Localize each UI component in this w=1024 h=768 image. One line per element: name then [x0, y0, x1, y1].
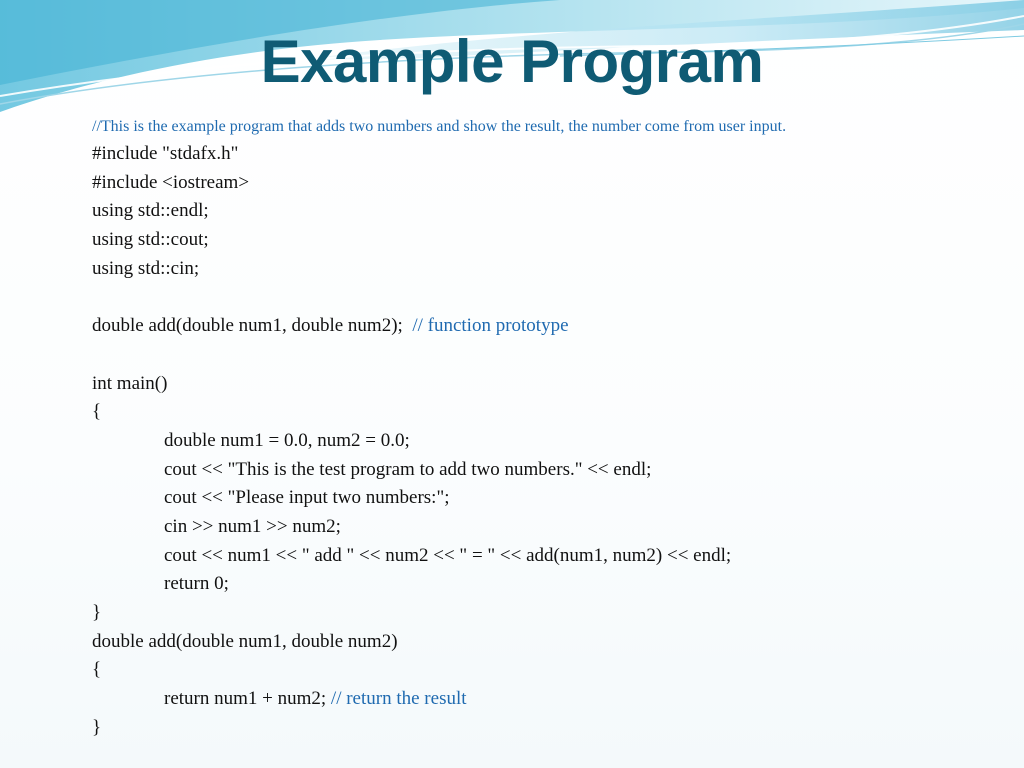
code-text: {: [92, 401, 102, 423]
slide-title: Example Program: [260, 28, 764, 95]
code-line: [92, 656, 992, 685]
code-line: [92, 370, 992, 399]
code-line: [92, 570, 992, 599]
code-line: [92, 714, 992, 743]
code-comment: // function prototype: [412, 315, 569, 337]
code-line: [92, 484, 992, 513]
code-line: [92, 427, 992, 456]
code-text: using std::cin;: [92, 257, 200, 279]
code-text: }: [92, 716, 102, 738]
code-text: cin >> num1 >> num2;: [164, 515, 341, 537]
code-text: double num1 = 0.0, num2 = 0.0;: [164, 429, 410, 451]
code-text: using std::cout;: [92, 229, 209, 251]
code-text: cout << "Please input two numbers:";: [164, 487, 450, 509]
code-text: double add(double num1, double num2);: [92, 315, 413, 337]
code-text: #include "stdafx.h": [92, 143, 239, 164]
code-line: [92, 255, 992, 284]
code-text: cout << "This is the test program to add two numbers." << endl;: [164, 458, 652, 480]
code-text: using std::endl;: [92, 200, 209, 222]
code-line: [92, 456, 992, 485]
code-line: [92, 169, 992, 198]
code-line: [92, 685, 992, 714]
code-line: [92, 599, 992, 628]
code-text: }: [92, 602, 102, 623]
code-line: [92, 226, 992, 255]
code-line: [92, 140, 992, 169]
code-text: {: [92, 659, 102, 681]
code-text: return 0;: [164, 573, 229, 595]
code-text: return num1 + num2;: [164, 688, 331, 710]
code-line: [92, 628, 992, 657]
code-line: [92, 513, 992, 542]
code-line: [92, 312, 992, 341]
code-line: [92, 542, 992, 571]
code-text: #include <iostream>: [92, 171, 250, 193]
code-line-blank: [92, 341, 992, 370]
header-comment: //This is the example program that adds two numbers and show the result, the number come from user input.: [92, 118, 787, 135]
code-text: cout << num1 << " add " << num2 << " = " << add(num1, num2) << endl;: [164, 544, 732, 566]
code-block: [92, 140, 992, 742]
code-text: int main(): [92, 372, 168, 394]
code-line: [92, 398, 992, 427]
code-comment: // return the result: [330, 688, 467, 710]
code-line-blank: [92, 283, 992, 312]
code-text: double add(double num1, double num2): [92, 630, 398, 652]
code-line: [92, 197, 992, 226]
